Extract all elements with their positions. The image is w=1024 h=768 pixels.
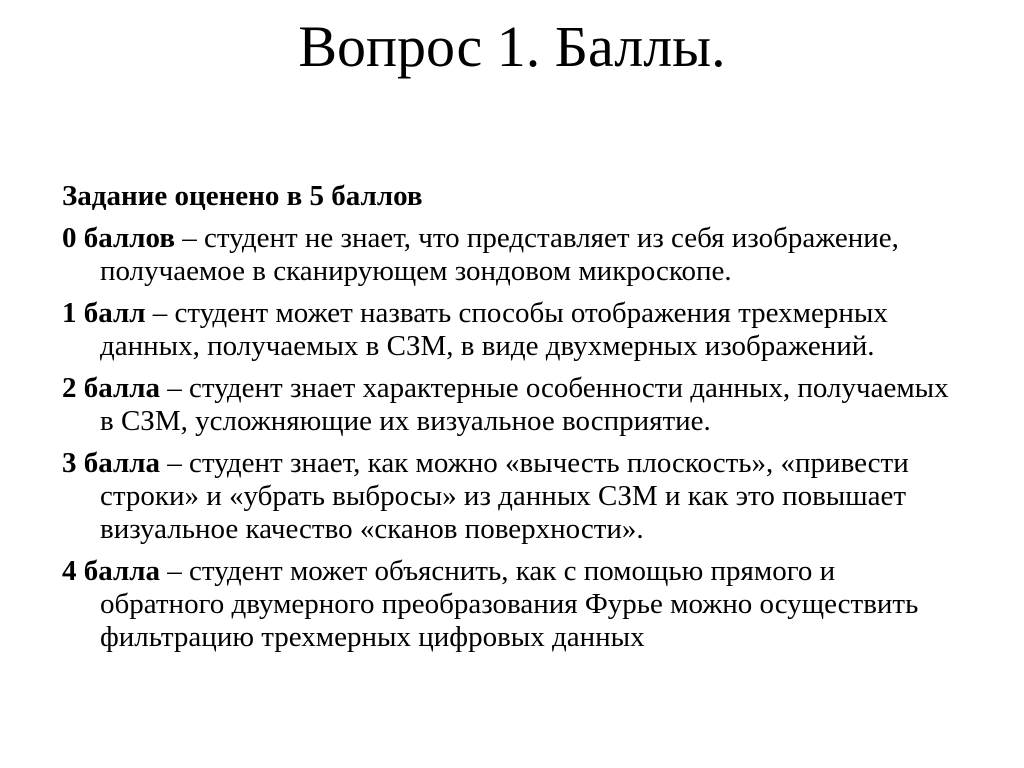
score-description: – студент знает, как можно «вычесть плоскость», «привести строки» и «убрать выбросы» из данных СЗМ и как это повышает визуальное качество «сканов поверхности». <box>100 447 909 545</box>
score-description: – студент не знает, что представляет из себя изображение, получаемое в сканирующем зондовом микроскопе. <box>100 222 899 287</box>
grading-heading: Задание оценено в 5 баллов <box>62 180 423 212</box>
score-label: 2 балла <box>62 372 161 404</box>
score-item-0 <box>62 222 962 288</box>
score-item-1 <box>62 297 962 363</box>
score-description: – студент может объяснить, как с помощью прямого и обратного двумерного преобразования Фурье можно осуществить фильтрацию трехмерных цифровых данных <box>100 555 919 653</box>
slide-content <box>62 180 962 663</box>
score-label: 1 балл <box>62 297 146 329</box>
score-label: 4 балла <box>62 555 161 587</box>
score-label: 0 баллов <box>62 222 175 254</box>
score-item-3 <box>62 447 962 546</box>
score-item-2 <box>62 372 962 438</box>
slide-title: Вопрос 1. Баллы. <box>298 14 726 79</box>
score-item-4 <box>62 555 962 654</box>
score-description: – студент знает характерные особенности данных, получаемых в СЗМ, усложняющие их визуальное восприятие. <box>100 372 949 437</box>
score-description: – студент может назвать способы отображения трехмерных данных, получаемых в СЗМ, в виде двухмерных изображений. <box>100 297 888 362</box>
score-label: 3 балла <box>62 447 161 479</box>
